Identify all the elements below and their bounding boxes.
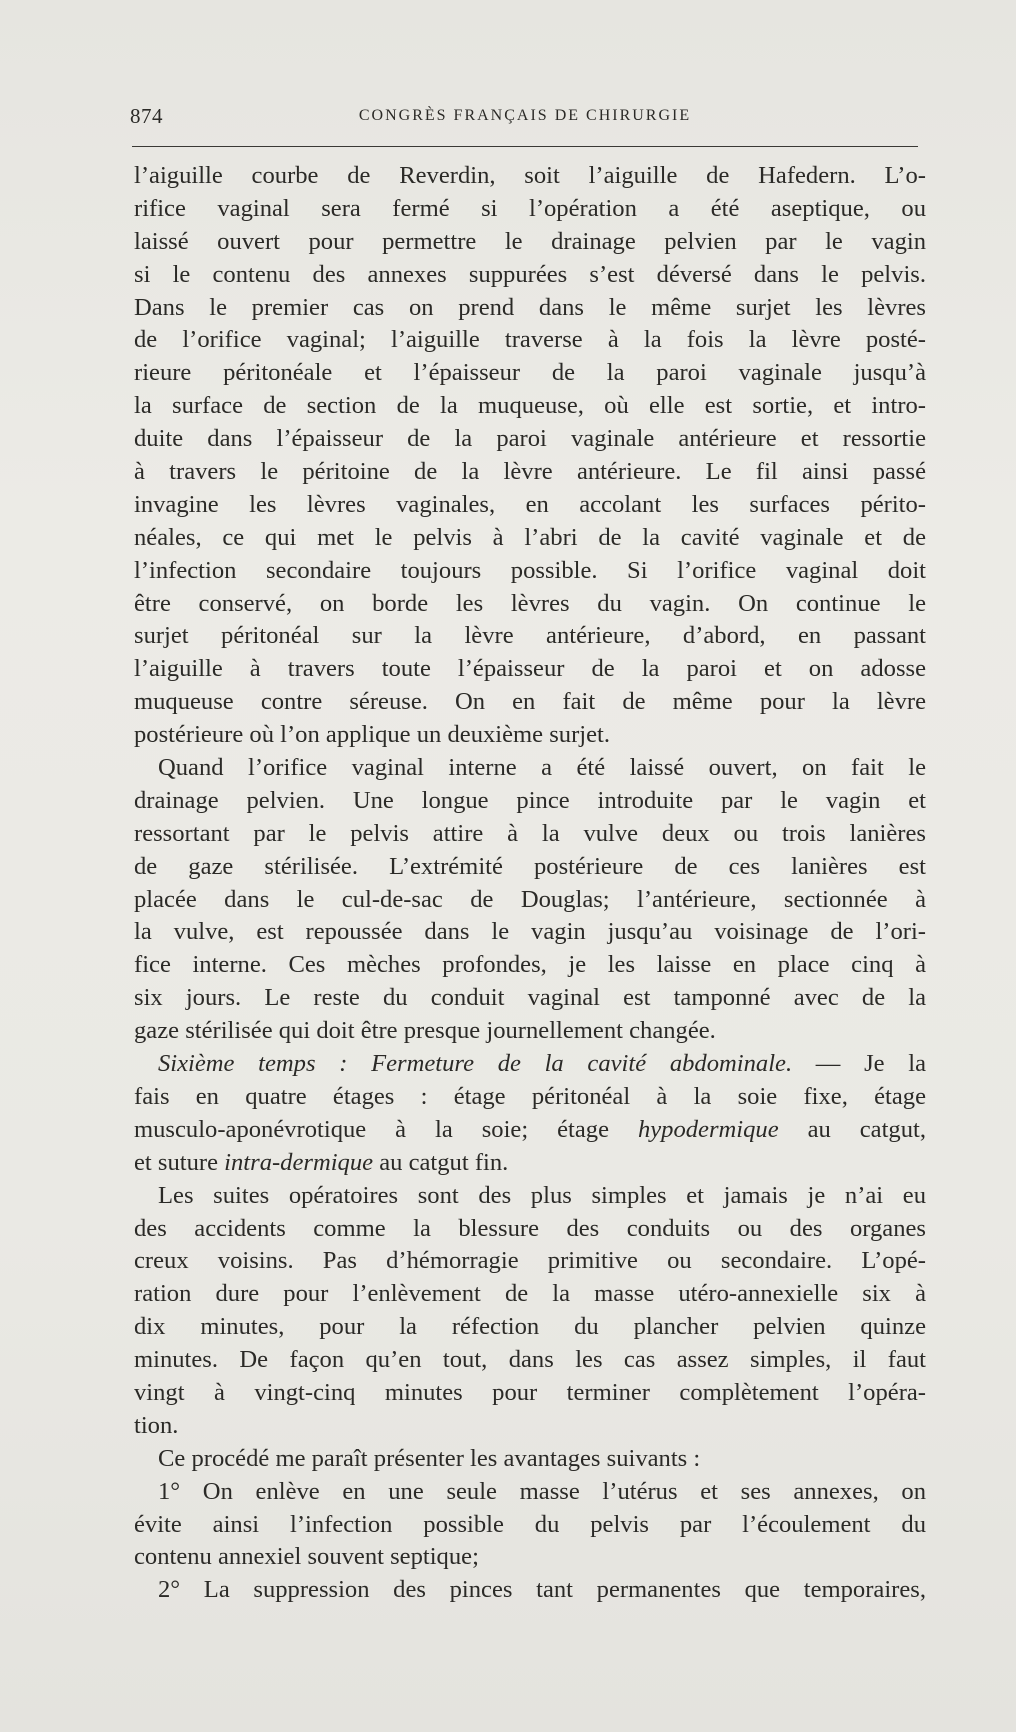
text-line: muqueuse contre séreuse. On en fait de même pour la lèvre — [134, 688, 926, 716]
text-run: et suture — [134, 1148, 225, 1176]
italic-term: intra-dermique — [224, 1148, 374, 1176]
text-line: placée dans le cul-de-sac de Douglas; l’antérieure, sectionnée à — [134, 885, 926, 913]
text-line: la vulve, est repoussée dans le vagin jusqu’au voisinage de l’ori- — [134, 918, 926, 946]
text-line: creux voisins. Pas d’hémorragie primitive ou secondaire. L’opé- — [134, 1247, 926, 1275]
text-run: au catgut, — [778, 1115, 927, 1143]
text-line: tion. — [134, 1411, 179, 1439]
text-line: rifice vaginal sera fermé si l’opération a été aseptique, ou — [134, 194, 926, 222]
text-line — [134, 1147, 926, 1180]
paragraph — [134, 1048, 926, 1180]
text-line: Ce procédé me paraît présenter les avantages suivants : — [158, 1444, 701, 1472]
text-run: musculo-aponévrotique à la soie; étage — [134, 1115, 638, 1143]
text-line: fais en quatre étages : étage péritonéal à la soie fixe, étage — [134, 1082, 926, 1110]
text-line — [134, 1048, 926, 1081]
text-line: si le contenu des annexes suppurées s’est déversé dans le pelvis. — [134, 260, 926, 288]
paragraph — [134, 160, 926, 752]
text-line: à travers le péritoine de la lèvre antérieure. Le fil ainsi passé — [134, 458, 926, 486]
text-line: contenu annexiel souvent septique; — [134, 1543, 479, 1571]
text-line: gaze stérilisée qui doit être presque journellement changée. — [134, 1017, 716, 1045]
text-line: six jours. Le reste du conduit vaginal est tamponné avec de la — [134, 984, 926, 1012]
body-text — [134, 160, 926, 1607]
page-number: 874 — [130, 104, 163, 128]
text-line: dix minutes, pour la réfection du plancher pelvien quinze — [134, 1313, 926, 1341]
text-line: postérieure où l’on applique un deuxième surjet. — [134, 721, 611, 749]
text-line: l’infection secondaire toujours possible. Si l’orifice vaginal doit — [134, 556, 926, 584]
italic-term: hypodermique — [637, 1115, 779, 1143]
text-line: néales, ce qui met le pelvis à l’abri de la cavité vaginale et de — [134, 523, 926, 551]
text-line: rieure péritonéale et l’épaisseur de la paroi vaginale jusqu’à — [134, 359, 926, 387]
paragraph — [134, 1443, 926, 1476]
text-line: l’aiguille courbe de Reverdin, soit l’aiguille de Hafedern. L’o- — [134, 162, 926, 189]
text-line: de gaze stérilisée. L’extrémité postérieure de ces lanières est — [134, 852, 926, 880]
text-line: vingt à vingt-cinq minutes pour terminer complètement l’opéra- — [134, 1378, 926, 1406]
text-line: Quand l’orifice vaginal interne a été laissé ouvert, on fait le — [158, 754, 926, 782]
text-line: ressortant par le pelvis attire à la vulve deux ou trois lanières — [134, 819, 926, 847]
text-line: l’aiguille à travers toute l’épaisseur de la paroi et on adosse — [134, 655, 926, 683]
text-line: drainage pelvien. Une longue pince introduite par le vagin et — [134, 786, 926, 814]
italic-heading: Sixième temps : Fermeture de la cavité abdominale. — [158, 1050, 793, 1078]
text-line: fice interne. Ces mèches profondes, je les laisse en place cinq à — [134, 951, 926, 979]
text-line: minutes. De façon qu’en tout, dans les cas assez simples, il faut — [134, 1346, 926, 1374]
page-header — [130, 104, 920, 134]
text-line: ration dure pour l’enlèvement de la masse utéro-annexielle six à — [134, 1280, 926, 1308]
text-line: 2° La suppression des pinces tant permanentes que temporaires, — [158, 1576, 926, 1604]
text-line — [134, 1114, 926, 1147]
text-line: surjet péritonéal sur la lèvre antérieure, d’abord, en passant — [134, 622, 926, 650]
text-line: la surface de section de la muqueuse, où elle est sortie, et intro- — [134, 392, 926, 420]
text-line: Dans le premier cas on prend dans le même surjet les lèvres — [134, 293, 926, 321]
text-line: duite dans l’épaisseur de la paroi vaginale antérieure et ressortie — [134, 425, 926, 453]
text-line: Les suites opératoires sont des plus simples et jamais je n’ai eu — [158, 1181, 926, 1209]
paragraph — [134, 1180, 926, 1443]
text-run: au catgut fin. — [373, 1148, 509, 1176]
text-line: invagine les lèvres vaginales, en accolant les surfaces périto- — [134, 490, 926, 518]
header-rule — [132, 146, 918, 147]
list-item — [134, 1476, 926, 1575]
paragraph — [134, 752, 926, 1048]
running-title: CONGRÈS FRANÇAIS DE CHIRURGIE — [358, 107, 692, 124]
text-line: laissé ouvert pour permettre le drainage pelvien par le vagin — [134, 227, 926, 255]
text-line: des accidents comme la blessure des conduits ou des organes — [134, 1214, 926, 1242]
text-line: évite ainsi l’infection possible du pelvis par l’écoulement du — [134, 1510, 926, 1538]
text-run: — Je la — [792, 1050, 926, 1078]
text-line: de l’orifice vaginal; l’aiguille traverse à la fois la lèvre posté- — [134, 326, 926, 354]
list-item — [134, 1574, 926, 1607]
text-line: être conservé, on borde les lèvres du vagin. On continue le — [134, 589, 926, 617]
text-line: 1° On enlève en une seule masse l’utérus et ses annexes, on — [158, 1477, 926, 1505]
